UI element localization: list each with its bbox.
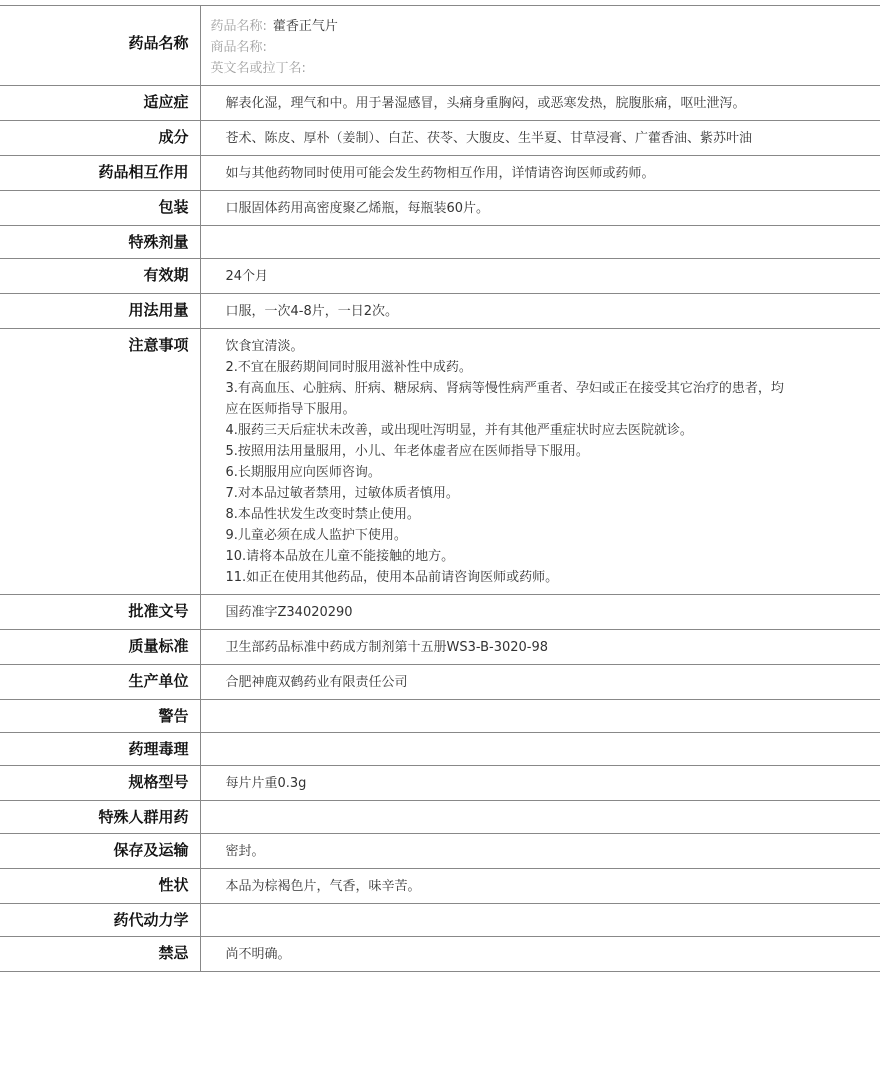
english-name-line <box>211 58 786 79</box>
row-value: 如与其他药物同时使用可能会发生药物相互作用，详情请咨询医师或药师。 <box>200 156 880 191</box>
row-label: 有效期 <box>0 259 200 294</box>
row-quality-standard <box>0 630 880 665</box>
drug-info-table <box>0 5 880 972</box>
row-specification <box>0 766 880 801</box>
precaution-item: 8.本品性状发生改变时禁止使用。 <box>225 507 420 522</box>
row-value <box>200 700 880 733</box>
row-label: 保存及运输 <box>0 834 200 869</box>
row-label: 质量标准 <box>0 630 200 665</box>
row-value: 每片片重0.3g <box>200 766 880 801</box>
row-toxicology <box>0 733 880 766</box>
row-value <box>200 904 880 937</box>
drug-name-block <box>200 6 880 86</box>
row-value: 口服，一次4-8片，一日2次。 <box>200 294 880 329</box>
row-indications <box>0 86 880 121</box>
row-label: 批准文号 <box>0 595 200 630</box>
row-shelf-life <box>0 259 880 294</box>
row-label: 注意事项 <box>0 329 200 595</box>
row-ingredients <box>0 121 880 156</box>
row-warning <box>0 700 880 733</box>
precaution-item: 11.如正在使用其他药品，使用本品前请咨询医师或药师。 <box>225 570 559 585</box>
row-label: 生产单位 <box>0 665 200 700</box>
precaution-item: 6.长期服用应向医师咨询。 <box>225 465 381 480</box>
precaution-item: 3.有高血压、心脏病、肝病、糖尿病、肾病等慢性病严重者、孕妇或正在接受其它治疗的患者，均应在医师指导下服用。 <box>225 381 784 417</box>
row-value: 本品为棕褐色片，气香，味辛苦。 <box>200 869 880 904</box>
row-approval-number <box>0 595 880 630</box>
row-label: 成分 <box>0 121 200 156</box>
row-value: 尚不明确。 <box>200 937 880 972</box>
row-label: 药品相互作用 <box>0 156 200 191</box>
row-value: 苍术、陈皮、厚朴（姜制）、白芷、茯苓、大腹皮、生半夏、甘草浸膏、广藿香油、紫苏叶油 <box>200 121 880 156</box>
row-usage <box>0 294 880 329</box>
row-value <box>200 733 880 766</box>
precaution-item: 7.对本品过敏者禁用，过敏体质者慎用。 <box>225 486 459 501</box>
precaution-item: 10.请将本品放在儿童不能接触的地方。 <box>225 549 455 564</box>
row-special-population <box>0 801 880 834</box>
row-drug-name <box>0 6 880 86</box>
row-value: 解表化湿，理气和中。用于暑湿感冒，头痛身重胸闷，或恶寒发热，脘腹胀痛，呕吐泄泻。 <box>200 86 880 121</box>
row-precautions <box>0 329 880 595</box>
row-label: 药理毒理 <box>0 733 200 766</box>
row-label: 药代动力学 <box>0 904 200 937</box>
row-label: 药品名称 <box>0 6 200 86</box>
generic-name-label: 药品名称: <box>210 19 267 34</box>
precaution-item: 5.按照用法用量服用，小儿、年老体虚者应在医师指导下服用。 <box>225 444 589 459</box>
row-interactions <box>0 156 880 191</box>
row-value: 合肥神鹿双鹤药业有限责任公司 <box>200 665 880 700</box>
row-pharmacokinetics <box>0 904 880 937</box>
row-label: 特殊剂量 <box>0 226 200 259</box>
row-value: 国药准字Z34020290 <box>200 595 880 630</box>
row-label: 规格型号 <box>0 766 200 801</box>
row-packaging <box>0 191 880 226</box>
row-appearance <box>0 869 880 904</box>
row-label: 特殊人群用药 <box>0 801 200 834</box>
trade-name-label: 商品名称: <box>210 40 267 55</box>
row-value: 密封。 <box>200 834 880 869</box>
row-value: 24个月 <box>200 259 880 294</box>
english-name-label: 英文名或拉丁名: <box>210 61 306 76</box>
precaution-item: 4.服药三天后症状未改善，或出现吐泻明显，并有其他严重症状时应去医院就诊。 <box>225 423 693 438</box>
row-storage <box>0 834 880 869</box>
row-label: 包装 <box>0 191 200 226</box>
row-manufacturer <box>0 665 880 700</box>
precautions-list <box>200 329 880 595</box>
trade-name-line <box>211 37 786 58</box>
row-label: 警告 <box>0 700 200 733</box>
precaution-item: 饮食宜清淡。 <box>225 339 304 354</box>
precaution-item: 2.不宜在服药期间同时服用滋补性中成药。 <box>225 360 472 375</box>
generic-name-value: 藿香正气片 <box>272 19 338 34</box>
row-value <box>200 801 880 834</box>
generic-name-line <box>211 16 786 37</box>
row-label: 性状 <box>0 869 200 904</box>
row-special-dosage <box>0 226 880 259</box>
row-value <box>200 226 880 259</box>
row-label: 禁忌 <box>0 937 200 972</box>
precaution-item: 9.儿童必须在成人监护下使用。 <box>225 528 407 543</box>
row-label: 适应症 <box>0 86 200 121</box>
row-label: 用法用量 <box>0 294 200 329</box>
row-contraindications <box>0 937 880 972</box>
row-value: 口服固体药用高密度聚乙烯瓶，每瓶装60片。 <box>200 191 880 226</box>
row-value: 卫生部药品标准中药成方制剂第十五册WS3-B-3020-98 <box>200 630 880 665</box>
